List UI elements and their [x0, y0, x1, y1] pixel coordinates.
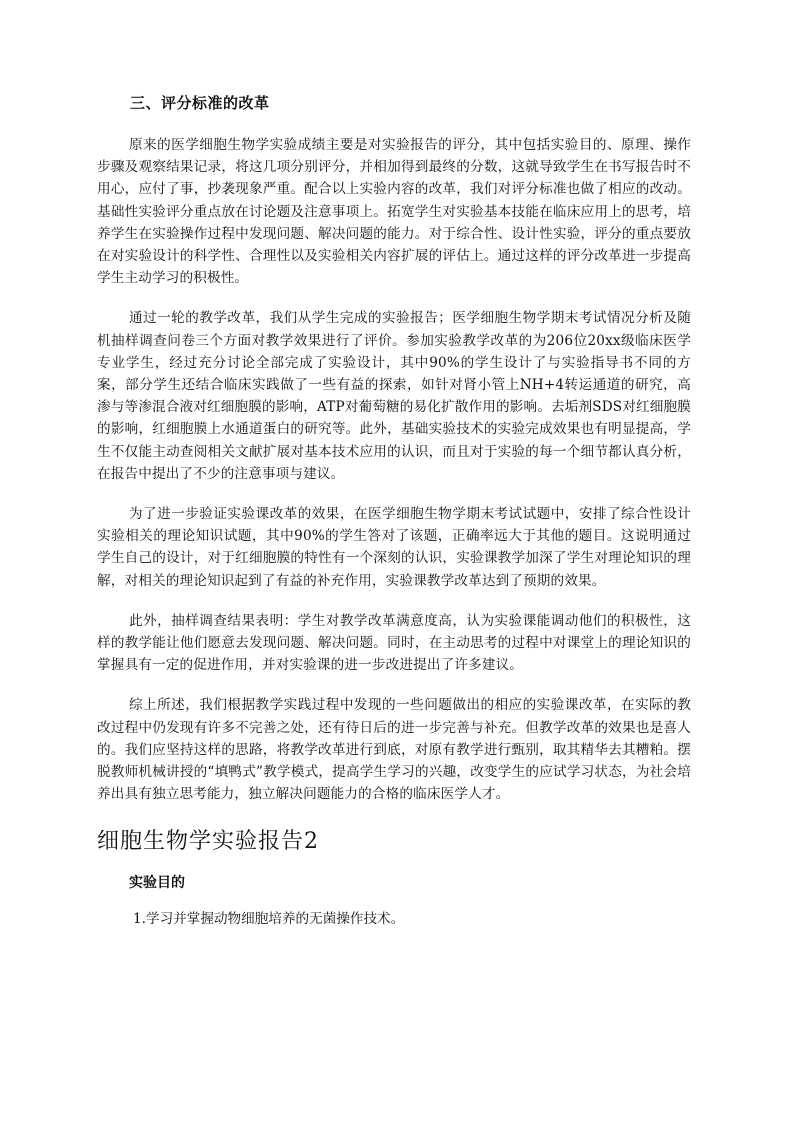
objective-item: 1.学习并掌握动物细胞培养的无菌操作技术。	[133, 911, 405, 928]
paragraph-conclusion: 综上所述，我们根据教学实践过程中发现的一些问题做出的相应的实验课改革，在实际的教改过程中仍发现有许多不完善之处，还有待日后的进一步完善与补充。但教学改革的效果也是喜人的。我们应坚持这样的思路，将教学改革进行到底，对原有教学进行甄别，取其精华去其糟粕。摆脱教师机械讲授的“填鸭式”教学模式，提高学生学习的兴趣，改变学生的应试学习状态，为社会培养出具有独立思考能力，独立解决问题能力的合格的临床医学人才。	[97, 697, 691, 803]
objective-heading: 实验目的	[129, 875, 185, 892]
paragraph-survey-results: 此外，抽样调查结果表明：学生对教学改革满意度高，认为实验课能调动他们的积极性，这样的教学能让他们愿意去发现问题、解决问题。同时，在主动思考的过程中对课堂上的理论知识的掌握具有一定的促进作用，并对实验课的进一步改进提出了许多建议。	[97, 612, 691, 674]
paragraph-exam-verification: 为了进一步验证实验课改革的效果，在医学细胞生物学期末考试试题中，安排了综合性设计实验相关的理论知识试题，其中90%的学生答对了该题，正确率远大于其他的题目。这说明通过学生自己的设计，对于红细胞膜的特性有一个深刻的认识，实验课教学加深了学生对理论知识的理解，对相关的理论知识起到了有益的补充作用，实验课教学改革达到了预期的效果。	[97, 506, 691, 589]
section-heading: 三、评分标准的改革	[130, 94, 270, 112]
paragraph-teaching-evaluation: 通过一轮的教学改革，我们从学生完成的实验报告；医学细胞生物学期末考试情况分析及随机抽样调查问卷三个方面对教学效果进行了评价。参加实验教学改革的为206位20xx级临床医学专业学生，经过充分讨论全部完成了实验设计，其中90%的学生设计了与实验指导书不同的方案，部分学生还结合临床实践做了一些有益的探索，如针对肾小管上NH+4转运通道的研究，高渗与等渗混合液对红细胞膜的影响，ATP对葡萄糖的易化扩散作用的影响。去垢剂SDS对红细胞膜的影响，红细胞膜上水通道蛋白的研究等。此外，基础实验技术的实验完成效果也有明显提高，学生不仅能主动查阅相关文献扩展对基本技术应用的认识，而且对于实验的每一个细节都认真分析，在报告中提出了不少的注意事项与建议。	[97, 310, 691, 482]
report-title: 细胞生物学实验报告2	[97, 829, 319, 855]
paragraph-grading-reform: 原来的医学细胞生物学实验成绩主要是对实验报告的评分，其中包括实验目的、原理、操作步骤及观察结果记录，将这几项分别评分，并相加得到最终的分数，这就导致学生在书写报告时不用心，应付了事，抄袭现象严重。配合以上实验内容的改革，我们对评分标准也做了相应的改动。基础性实验评分重点放在讨论题及注意事项上。拓宽学生对实验基本技能在临床应用上的思考，培养学生在实验操作过程中发现问题、解决问题的能力。对于综合性、设计性实验，评分的重点要放在对实验设计的科学性、合理性以及实验相关内容扩展的评估上。通过这样的评分改革进一步提高学生主动学习的积极性。	[97, 137, 691, 287]
document-page	[97, 92, 691, 929]
